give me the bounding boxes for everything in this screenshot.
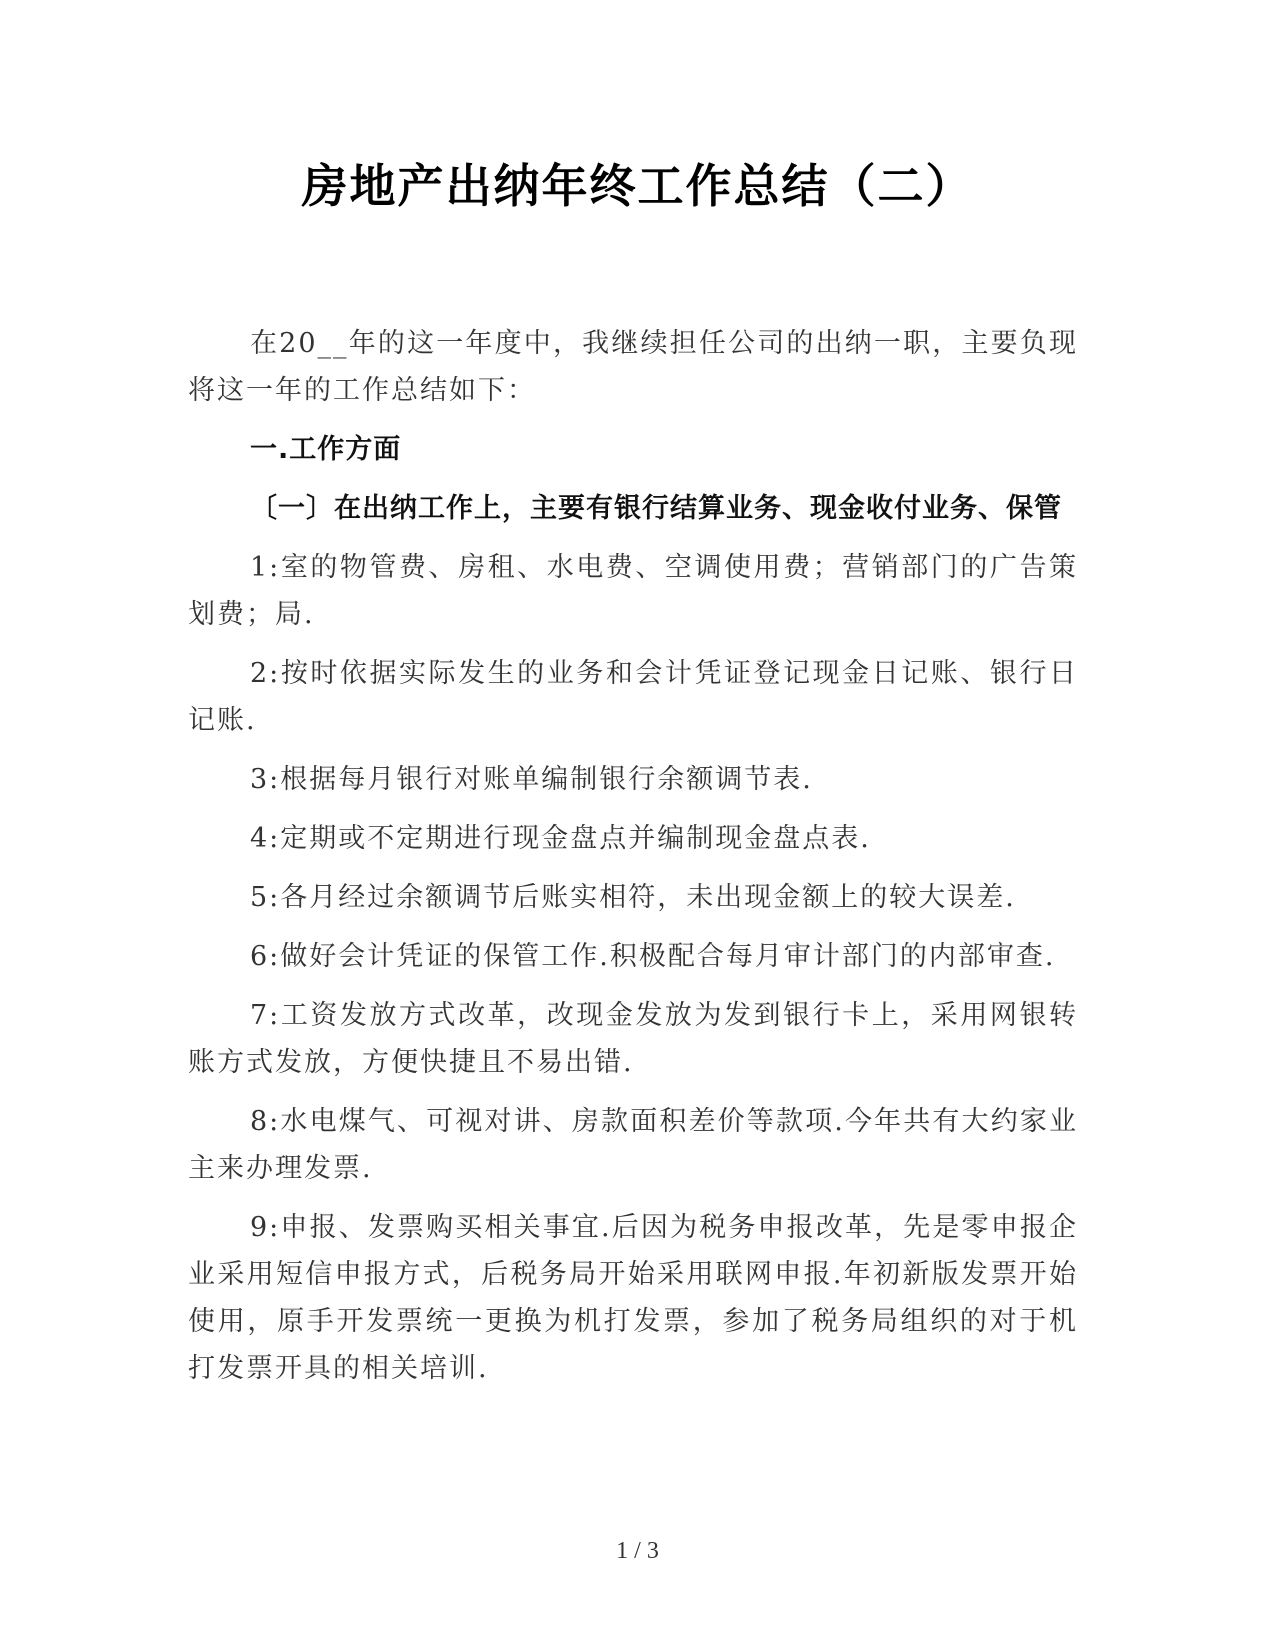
subsection-heading: 〔一〕在出纳工作上，主要有银行结算业务、现金收付业务、保管 [250, 493, 1062, 524]
list-item-5: 5:各月经过余额调节后账实相符，未出现金额上的较大误差. [250, 882, 1016, 913]
list-item-3: 3:根据每月银行对账单编制银行余额调节表. [250, 764, 813, 795]
list-item-4: 4:定期或不定期进行现金盘点并编制现金盘点表. [250, 823, 871, 854]
list-item-1: 1:室的物管费、房租、水电费、空调使用费；营销部门的广告策划费；局. [188, 552, 1078, 630]
list-item-9: 9:申报、发票购买相关事宜.后因为税务申报改革，先是零申报企业采用短信申报方式，后税务局开始采用联网申报.年初新版发票开始使用，原手开发票统一更换为机打发票，参加了税务局组织的对于机打发票开具的相关培训. [188, 1212, 1078, 1384]
document-title: 房地产出纳年终工作总结（二） [301, 159, 974, 213]
section-heading: 一.工作方面 [250, 434, 402, 465]
page-number: 1 / 3 [616, 1538, 659, 1564]
intro-paragraph: 在20__年的这一年度中，我继续担任公司的出纳一职，主要负现将这一年的工作总结如下： [188, 328, 1078, 406]
list-item-6: 6:做好会计凭证的保管工作.积极配合每月审计部门的内部审查. [250, 941, 1056, 972]
list-item-7: 7:工资发放方式改革，改现金发放为发到银行卡上，采用网银转账方式发放，方便快捷且不易出错. [188, 1000, 1078, 1078]
document-body [188, 320, 1078, 1404]
list-item-2: 2:按时依据实际发生的业务和会计凭证登记现金日记账、银行日记账. [188, 658, 1078, 736]
list-item-8: 8:水电煤气、可视对讲、房款面积差价等款项.今年共有大约家业主来办理发票. [188, 1106, 1078, 1184]
